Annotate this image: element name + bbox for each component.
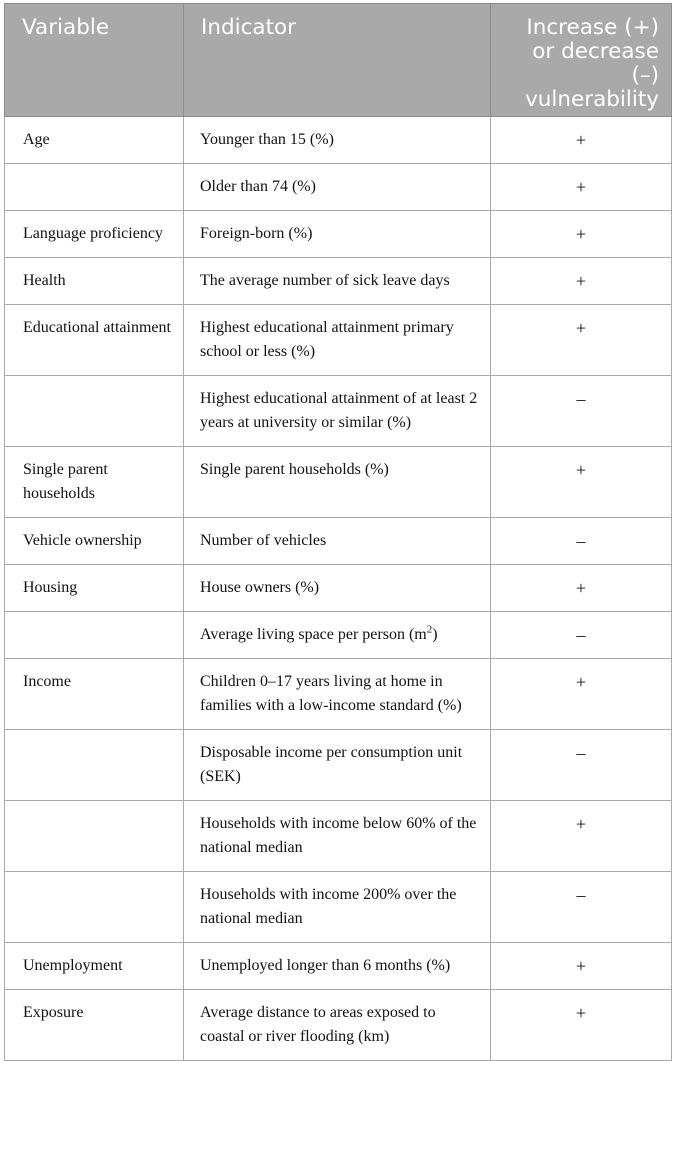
table-row [5,943,672,990]
indicator-cell: Households with income 200% over the national median [184,872,491,943]
effect-cell: + [491,447,672,518]
indicator-cell: Children 0–17 years living at home in families with a low-income standard (%) [184,659,491,730]
header-row [5,4,672,117]
table-body [5,117,672,1061]
table-row [5,164,672,211]
indicator-tail: ) [432,626,438,643]
header-effect: Increase (+) or decrease (–) vulnerability [491,4,672,117]
vulnerability-indicator-table [4,3,672,1061]
variable-cell [5,164,184,211]
indicator-cell: Disposable income per consumption unit (SEK) [184,730,491,801]
table-row [5,376,672,447]
variable-cell: Single parent households [5,447,184,518]
effect-cell: + [491,305,672,376]
effect-cell: + [491,258,672,305]
table-row [5,659,672,730]
variable-cell: Age [5,117,184,164]
effect-cell: + [491,117,672,164]
effect-cell: + [491,990,672,1061]
effect-cell: + [491,943,672,990]
variable-cell [5,376,184,447]
variable-cell [5,730,184,801]
table-row [5,565,672,612]
effect-cell: – [491,376,672,447]
variable-cell: Language proficiency [5,211,184,258]
effect-cell: – [491,872,672,943]
table-row [5,305,672,376]
indicator-cell: Number of vehicles [184,518,491,565]
indicator-cell [184,612,491,659]
variable-cell: Educational attainment [5,305,184,376]
variable-cell: Unemployment [5,943,184,990]
variable-cell: Housing [5,565,184,612]
table-row [5,211,672,258]
indicator-cell: Older than 74 (%) [184,164,491,211]
indicator-cell: House owners (%) [184,565,491,612]
variable-cell [5,612,184,659]
indicator-cell: The average number of sick leave days [184,258,491,305]
table-row [5,117,672,164]
table-row [5,801,672,872]
effect-cell: – [491,730,672,801]
indicator-text: Average living space per person (m [200,626,427,643]
header-indicator: Indicator [184,4,491,117]
effect-cell: – [491,612,672,659]
table-header [5,4,672,117]
variable-cell: Income [5,659,184,730]
effect-cell: – [491,518,672,565]
variable-cell [5,872,184,943]
effect-cell: + [491,211,672,258]
variable-cell [5,801,184,872]
header-variable: Variable [5,4,184,117]
table-row [5,258,672,305]
variable-cell: Exposure [5,990,184,1061]
effect-cell: + [491,164,672,211]
table-row [5,518,672,565]
table-row [5,447,672,518]
effect-cell: + [491,565,672,612]
table-row [5,872,672,943]
effect-cell: + [491,801,672,872]
variable-cell: Vehicle ownership [5,518,184,565]
indicator-cell: Highest educational attainment primary school or less (%) [184,305,491,376]
table-row [5,730,672,801]
variable-cell: Health [5,258,184,305]
superscript: 2 [426,623,433,636]
indicator-cell: Unemployed longer than 6 months (%) [184,943,491,990]
indicator-cell: Highest educational attainment of at least 2 years at university or similar (%) [184,376,491,447]
table-row [5,612,672,659]
indicator-cell: Younger than 15 (%) [184,117,491,164]
indicator-cell: Average distance to areas exposed to coastal or river flooding (km) [184,990,491,1061]
effect-cell: + [491,659,672,730]
indicator-cell: Foreign-born (%) [184,211,491,258]
table-row [5,990,672,1061]
indicator-cell: Households with income below 60% of the national median [184,801,491,872]
indicator-cell: Single parent households (%) [184,447,491,518]
